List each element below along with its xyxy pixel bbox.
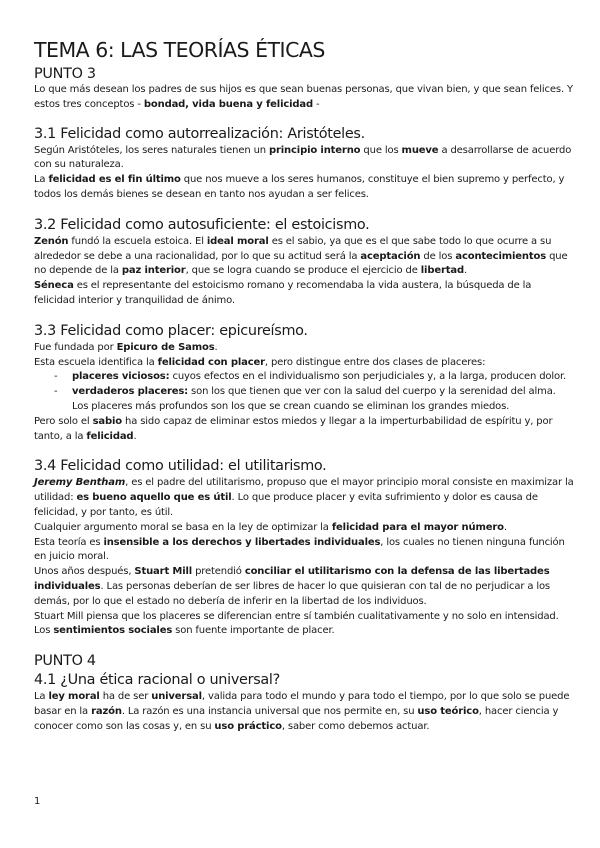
list-item-vicious-pleasures: - placeres viciosos: cuyos efectos en el individualismo son perjudiciales y, a la larga, producen dolor. bbox=[54, 371, 567, 383]
section-3-4-paragraph-2: Cualquier argumento moral se basa en la ley de optimizar la felicidad para el mayor número. bbox=[34, 521, 507, 533]
section-4-1-title: 4.1 ¿Una ética racional o universal? bbox=[34, 672, 280, 689]
section-3-1-paragraph-1: Según Aristóteles, los seres naturales tienen un principio interno que los mueve a desarrollarse de acuerdo con su naturaleza. bbox=[34, 144, 572, 171]
page-title: TEMA 6: LAS TEORÍAS ÉTICAS bbox=[34, 38, 325, 62]
section-3-3-paragraph-2: Esta escuela identifica la felicidad con placer, pero distingue entre dos clases de placeres: bbox=[34, 356, 486, 368]
section-3-3-paragraph-3: Pero solo el sabio ha sido capaz de eliminar estos miedos y llegar a la imperturbabilidad de espíritu y, por tanto, a la felicidad. bbox=[34, 415, 553, 442]
pleasure-types-list bbox=[34, 370, 574, 414]
section-3-4-title: 3.4 Felicidad como utilidad: el utilitarismo. bbox=[34, 458, 327, 475]
section-3-1-title: 3.1 Felicidad como autorrealización: Aristóteles. bbox=[34, 125, 365, 142]
list-item-true-pleasures: - verdaderos placeres: son los que tienen que ver con la salud del cuerpo y la serenidad del alma. Los placeres más profundos son los que se crean cuando se eliminan los grandes miedos. bbox=[54, 386, 556, 412]
page-number: 1 bbox=[34, 796, 41, 807]
punto3-heading: PUNTO 3 bbox=[34, 66, 96, 82]
section-3-3-title: 3.3 Felicidad como placer: epicureísmo. bbox=[34, 322, 308, 339]
section-3-4-paragraph-1: Jeremy Bentham, es el padre del utilitarismo, propuso que el mayor principio moral consiste en maximizar la utilidad: es bueno aquello que es útil. Lo que produce placer y evita sufrimiento y dolor es causa de felicidad, y por tanto, es útil. bbox=[34, 477, 574, 518]
section-3-1-paragraph-2: La felicidad es el fin último que nos mueve a los seres humanos, constituye el bien supremo y perfecto, y todos los demás bienes se desean en tanto nos ayudan a ser felices. bbox=[34, 174, 565, 200]
section-3-2-paragraph-1: Zenón fundó la escuela estoica. El ideal moral es el sabio, ya que es el que sabe todo lo que ocurre a su alrededor se debe a una racionalidad, por lo que su actitud será la aceptación de los acontecimientos que no depende de la paz interior, que se logra cuando se produce el ejercicio de libertad. bbox=[34, 235, 568, 277]
section-3-4-paragraph-4: Unos años después, Stuart Mill pretendió conciliar el utilitarismo con la defensa de las libertades individuales. Las personas deberían de ser libres de hacer lo que quisieran con tal de no perjudicar a los demás, por lo que el estado no debería de inferir en la libertad de los individuos. bbox=[34, 566, 550, 607]
section-3-2-title: 3.2 Felicidad como autosuficiente: el estoicismo. bbox=[34, 216, 370, 233]
section-3-3-paragraph-1: Fue fundada por Epicuro de Samos. bbox=[34, 341, 218, 353]
section-3-4-paragraph-5: Stuart Mill piensa que los placeres se diferencian entre sí también cualitativamente y no solo en intensidad. Los sentimientos sociales son fuente importante de placer. bbox=[34, 610, 559, 637]
section-3-4-paragraph-3: Esta teoría es insensible a los derechos y libertades individuales, los cuales no tienen ninguna función en juicio moral. bbox=[34, 536, 565, 563]
punto4-heading: PUNTO 4 bbox=[34, 653, 96, 670]
section-3-2-paragraph-2: Séneca es el representante del estoicismo romano y recomendaba la vida austera, la búsqueda de la felicidad interior y tranquilidad de ánimo. bbox=[34, 280, 532, 306]
punto3-intro: Lo que más desean los padres de sus hijos es que sean buenas personas, que vivan bien, y que sean felices. Y estos tres conceptos - bondad, vida buena y felicidad - bbox=[34, 84, 573, 110]
section-4-1-paragraph-1: La ley moral ha de ser universal, valida para todo el mundo y para todo el tiempo, por lo que solo se puede basar en la razón. La razón es una instancia universal que nos permite en, su uso teórico, hacer ciencia y conocer como son las cosas y, en su uso práctico, saber como debemos actuar. bbox=[34, 691, 570, 732]
